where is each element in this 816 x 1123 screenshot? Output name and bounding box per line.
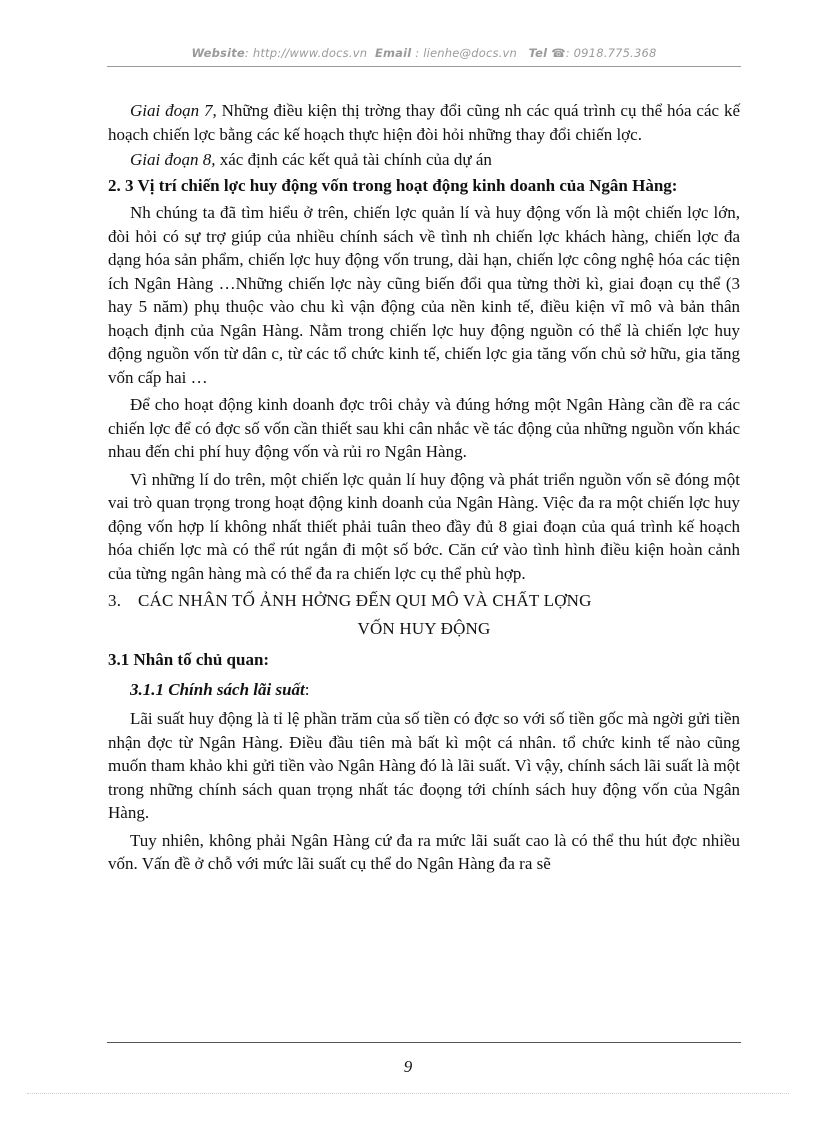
stage-7-text: Những điều kiện thị trờng thay đổi cũng nh các quá trình cụ thể hóa các kế hoạch chiến lợc bằng các kế hoạch thực hiện đòi hỏi những thay đổi chiến lợc.: [108, 101, 740, 144]
page-number: 9: [403, 1057, 413, 1076]
tel-label: Tel: [528, 46, 548, 60]
section-heading-3: [108, 589, 740, 613]
page-header: [107, 46, 741, 60]
stage-8-text: xác định các kết quả tài chính của dự án: [215, 150, 492, 169]
paragraph-strategy-goals: Để cho hoạt động kinh doanh đợc trôi chảy và đúng hớng một Ngân Hàng cần đề ra các chiến lợc để có đợc số vốn cần thiết sau khi cân nhắc về tác động của những nguồn vốn khác nhau đến chi phí huy động vốn và rủi ro Ngân Hàng.: [108, 395, 740, 461]
stage-8-lead: Giai đoạn 8,: [130, 150, 216, 169]
document-body: [108, 99, 740, 880]
website-label: Website: [191, 46, 245, 60]
paragraph-stage-7: [108, 99, 740, 146]
tel-value: ☎: 0918.775.368: [551, 46, 657, 60]
stage-7-lead: Giai đoạn 7,: [130, 101, 217, 120]
section-3-1-1-title: 3.1.1 Chính sách lãi suất: [130, 679, 305, 699]
website-value: : http://www.docs.vn: [244, 46, 368, 60]
section-3-title-line2: VỐN HUY ĐỘNG: [357, 618, 491, 638]
section-3-1-1-colon: :: [304, 679, 310, 699]
email-label: Email: [374, 46, 412, 60]
section-heading-3-1-1: [108, 678, 740, 702]
paragraph-stage-8: [108, 148, 740, 172]
paragraph-interest-rate-continued: Tuy nhiên, không phải Ngân Hàng cứ đa ra mức lãi suất cao là có thể thu hút đợc nhiều vốn. Vấn đề ở chỗ với mức lãi suất cụ thể do Ngân Hàng đa ra sẽ: [108, 830, 740, 873]
section-3-title-line1: CÁC NHÂN TỐ ẢNH HỞNG ĐẾN QUI MÔ VÀ CHẤT LỢNG: [138, 591, 592, 610]
paragraph-interest-rate: Lãi suất huy động là tỉ lệ phần trăm của số tiền có đợc so với số tiền gốc mà ngời gửi tiền nhận đợc từ Ngân Hàng. Điều đầu tiên mà bất kì một cá nhân. tổ chức kinh tế nào cũng muốn tham khảo khi gửi tiền vào Ngân Hàng đó là lãi suất. Vì vậy, chính sách lãi suất là một trong những chính sách quan trọng nhất tác đoọng tới chính sách huy động vốn của Ngân Hàng.: [108, 709, 740, 822]
page-bottom-border: [27, 1093, 789, 1094]
section-heading-2-3: 2. 3 Vị trí chiến lợc huy động vốn trong hoạt động kinh doanh của Ngân Hàng:: [108, 175, 678, 195]
section-heading-3-1: 3.1 Nhân tố chủ quan:: [108, 650, 270, 669]
section-3-number: 3.: [108, 591, 122, 610]
footer-divider: [107, 1042, 741, 1043]
header-divider: [107, 66, 741, 67]
paragraph-strategy-overview: Nh chúng ta đã tìm hiểu ở trên, chiến lợc quản lí và huy động vốn là một chiến lợc lớn, đòi hỏi có sự trợ giúp của nhiều chính sách về tình nh chiến lợc khách hàng, chiến lợc đa dạng hóa sản phẩm, chiến lợc huy động vốn trung, dài hạn, chiến lợc công nghệ hóa các tiện ích Ngân Hàng …Những chiến lợc này cũng biến đổi qua từng thời kì, giai đoạn cụ thể (3 hay 5 năm) phụ thuộc vào chu kì vận động của nền kinh tế, điều kiện vĩ mô và bản thân hoạch định của Ngân Hàng. Nằm trong chiến lợc huy động nguồn có thể là chiến lợc huy động nguồn vốn từ dân c, từ các tổ chức kinh tế, chiến lợc gia tăng vốn chủ sở hữu, gia tăng vốn cấp hai …: [108, 203, 740, 387]
paragraph-strategy-role: Vì những lí do trên, một chiến lợc quản lí huy động và phát triển nguồn vốn sẽ đóng một vai trò quan trọng trong hoạt động kinh doanh của Ngân Hàng. Việc đa ra một chiến lợc huy động vốn hợp lí không nhất thiết phải tuân theo đầy đủ 8 giai đoạn của quá trình kế hoạch hóa chiến lợc mà có thể rút ngắn đi một số bớc. Căn cứ vào tình hình điều kiện hoàn cảnh của từng ngân hàng mà có thể đa ra chiến lợc cụ thể phù hợp.: [108, 469, 740, 583]
email-value: : lienhe@docs.vn: [415, 46, 518, 60]
